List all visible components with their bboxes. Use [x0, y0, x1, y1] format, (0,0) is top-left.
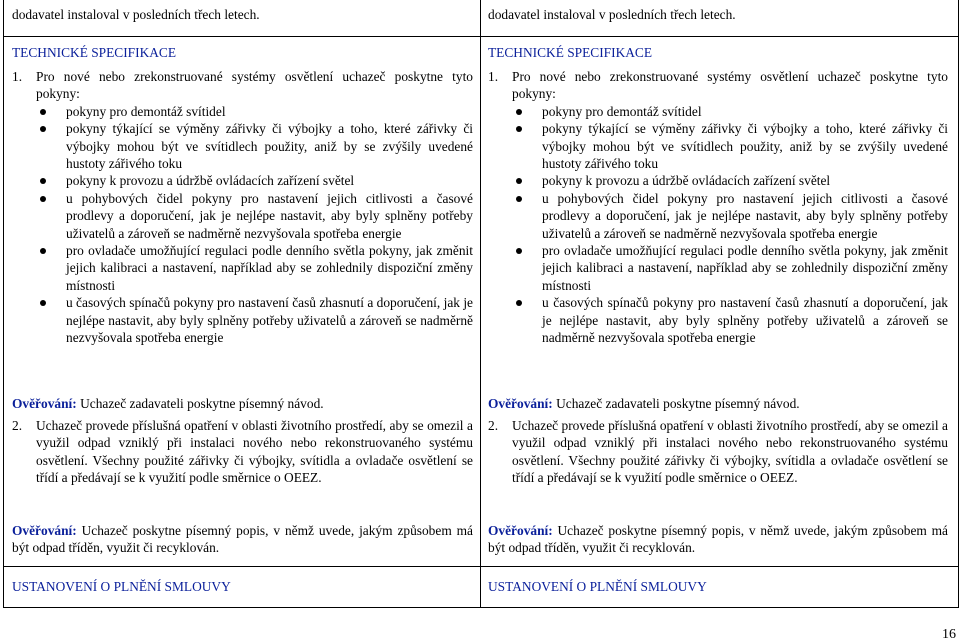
verification-label: Ověřování:: [488, 396, 553, 411]
section-title: TECHNICKÉ SPECIFIKACE: [12, 45, 177, 60]
verification-1: [12, 395, 473, 412]
bullet-list: [36, 103, 473, 347]
item-number: 2.: [488, 418, 499, 433]
item-number: 1.: [12, 69, 23, 84]
list-item: u časových spínačů pokyny pro nastavení časů zhasnutí a doporučení, jak je nejlépe nastavit, aby byly splněny potřeby uživatelů a zároveň se nadměrně nezvyšovala spotřeba energie: [36, 294, 473, 346]
list-item: pro ovladače umožňující regulaci podle denního světla pokyny, jak změnit jejich kalibraci a nastavení, například aby se zohlednily dispoziční změny místnosti: [36, 242, 473, 294]
list-item: pokyny pro demontáž svítidel: [512, 103, 948, 120]
section-title: TECHNICKÉ SPECIFIKACE: [488, 45, 653, 60]
item-1: [12, 68, 473, 347]
verification-2: [488, 522, 948, 557]
list-item: pro ovladače umožňující regulaci podle denního světla pokyny, jak změnit jejich kalibraci a nastavení, například aby se zohlednily dispoziční změny místnosti: [512, 242, 948, 294]
item-intro: Pro nové nebo zrekonstruované systémy osvětlení uchazeč poskytne tyto pokyny:: [512, 69, 948, 102]
item-2: [12, 417, 473, 487]
verification-text: Uchazeč poskytne písemný popis, v němž uvede, jakým způsobem má být odpad tříděn, využit či recyklován.: [12, 523, 473, 556]
list-item: pokyny týkající se výměny zářivky či výbojky a toho, které zářivky či výbojky mohou být ve svítidlech použity, aniž by se zvýšily uvedené hustoty zářivého toku: [36, 120, 473, 172]
item-number: 1.: [488, 69, 499, 84]
list-item: pokyny k provozu a údržbě ovládacích zařízení světel: [36, 172, 473, 189]
list-item: pokyny pro demontáž svítidel: [36, 103, 473, 120]
verification-text: Uchazeč poskytne písemný popis, v němž uvede, jakým způsobem má být odpad tříděn, využit či recyklován.: [488, 523, 948, 556]
item-number: 2.: [12, 418, 23, 433]
top-text: dodavatel instaloval v posledních třech letech.: [488, 7, 736, 22]
verification-label: Ověřování:: [12, 396, 77, 411]
item-text: Uchazeč provede příslušná opatření v oblasti životního prostředí, aby se omezil a využil odpad vzniklý při instalaci nového nebo rekonstruovaného systému osvětlení. Všechny použité zářivky či výbojky, svítidla a ovladače osvětlení se třídí a předávají se k využití podle směrnice o OEEZ.: [512, 418, 948, 486]
page-number: 16: [942, 627, 956, 642]
verification-text: Uchazeč zadavateli poskytne písemný návod.: [80, 396, 324, 411]
bottom-title: USTANOVENÍ O PLNĚNÍ SMLOUVY: [488, 579, 707, 594]
item-1: [488, 68, 948, 347]
item-intro: Pro nové nebo zrekonstruované systémy osvětlení uchazeč poskytne tyto pokyny:: [36, 69, 473, 102]
list-item: u časových spínačů pokyny pro nastavení časů zhasnutí a doporučení, jak je nejlépe nastavit, aby byly splněny potřeby uživatelů a zároveň se nadměrně nezvyšovala spotřeba energie: [512, 294, 948, 346]
row-divider: [4, 566, 958, 567]
item-text: Uchazeč provede příslušná opatření v oblasti životního prostředí, aby se omezil a využil odpad vzniklý při instalaci nového nebo rekonstruovaného systému osvětlení. Všechny použité zářivky či výbojky, svítidla a ovladače osvětlení se třídí a předávají se k využití podle směrnice o OEEZ.: [36, 418, 473, 486]
verification-1: [488, 395, 948, 412]
list-item: u pohybových čidel pokyny pro nastavení jejich citlivosti a časové prodlevy a doporučení, jak je nejlépe nastavit, aby byly splněny potřeby uživatelů a zároveň se nadměrně nezvyšovala spotřeba energie: [36, 190, 473, 242]
row-divider: [4, 36, 958, 37]
list-item: pokyny k provozu a údržbě ovládacích zařízení světel: [512, 172, 948, 189]
list-item: pokyny týkající se výměny zářivky či výbojky a toho, které zářivky či výbojky mohou být ve svítidlech použity, aniž by se zvýšily uvedené hustoty zářivého toku: [512, 120, 948, 172]
list-item: u pohybových čidel pokyny pro nastavení jejich citlivosti a časové prodlevy a doporučení, jak je nejlépe nastavit, aby byly splněny potřeby uživatelů a zároveň se nadměrně nezvyšovala spotřeba energie: [512, 190, 948, 242]
verification-label: Ověřování:: [12, 523, 77, 538]
bottom-title: USTANOVENÍ O PLNĚNÍ SMLOUVY: [12, 579, 231, 594]
comparison-table: [3, 0, 959, 608]
column-divider: [480, 0, 481, 607]
verification-label: Ověřování:: [488, 523, 553, 538]
item-2: [488, 417, 948, 487]
verification-text: Uchazeč zadavateli poskytne písemný návod.: [556, 396, 800, 411]
verification-2: [12, 522, 473, 557]
top-text: dodavatel instaloval v posledních třech letech.: [12, 7, 260, 22]
bullet-list: [512, 103, 948, 347]
